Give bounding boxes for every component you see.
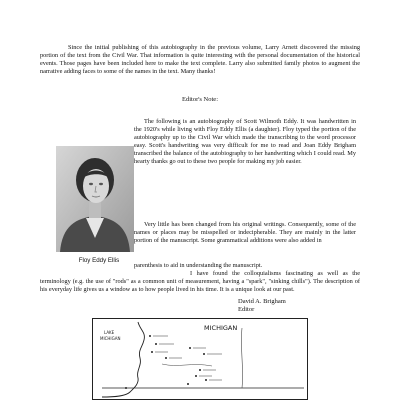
map-label-lake: LAKE xyxy=(104,330,115,335)
editors-note-heading: Editor's Note: xyxy=(181,96,218,103)
map-label-lake-2: MICHIGAN xyxy=(100,336,121,341)
photo-caption: Floy Eddy Ellis xyxy=(78,257,120,264)
michigan-map xyxy=(92,318,308,400)
map-label-state: MICHIGAN xyxy=(204,324,238,332)
intro-paragraph: Since the initial publishing of this autobiography in the previous volume, Larry Arnett discovered the missing portion of the text from the Civil War. That information is quite interesting with the personal documentation of the historical events. Those pages have been included here to make the text complete. Larry also submitted family photos to augment the narrative adding faces to some of the names in the text. Many thanks! xyxy=(40,44,360,75)
portrait-photo xyxy=(56,146,134,252)
editors-note-paragraph: parenthesis to aid in understanding the manuscript. xyxy=(134,262,263,269)
editors-note-paragraph: The following is an autobiography of Scott Wilmoth Eddy. It was handwritten in the 1920's while living with Floy Eddy Ellis (a daughter). Floy typed the portion of the autobiography up to the Civil War which made the transcribing to the word processor easy. Scott's handwriting was very difficult for me to read and Joan Eddy Brigham transcribed the balance of the autobiography to her handwriting which I could read. My hearty thanks go out to these two people for making my job easier. xyxy=(134,118,356,165)
signature-block xyxy=(238,298,286,314)
michigan-map-drawing xyxy=(92,318,308,400)
editor-name: David A. Brigham xyxy=(238,298,286,305)
portrait-photo-drawing xyxy=(56,146,134,252)
editors-note-paragraph: Very little has been changed from his original writings. Consequently, some of the names or places may be misspelled or indecipherable. They are mainly in the latter portion of the manuscript. Some grammatical additions were also added in xyxy=(134,221,356,244)
editor-title: Editor xyxy=(238,306,255,313)
editors-note-paragraph: I have found the colloquialisms fascinating as well as the terminology (e.g. the use of "rods" as a common unit of measurement, having a "spark", "sinking chills"). The description of his everyday life gives us a window as to how people lived in his time. It is a unique look at our past. xyxy=(40,270,360,293)
